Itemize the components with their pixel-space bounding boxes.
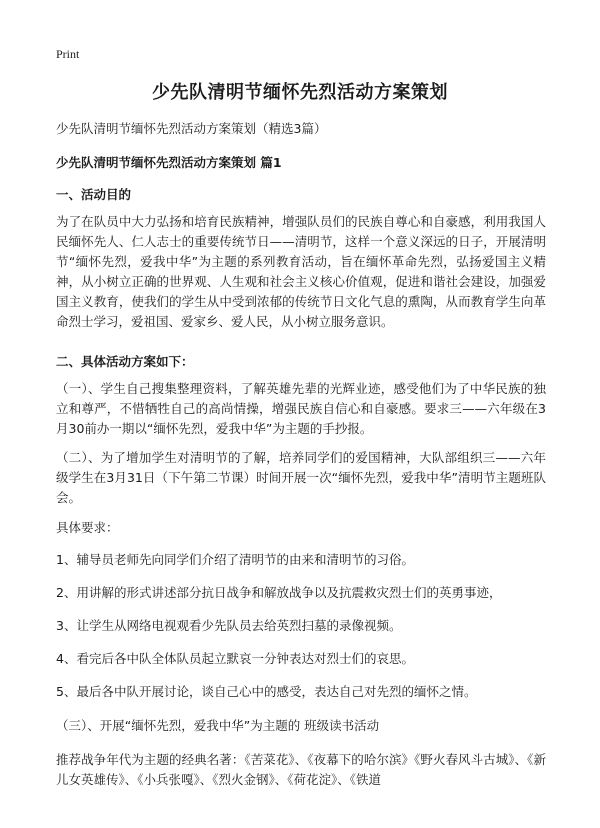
purpose-paragraph: 为了在队员中大力弘扬和培育民族精神，增强队员们的民族自尊心和自豪感，利用我国人民缅怀先人、仁人志士的重要传统节日——清明节，这样一个意义深远的日子，开展清明节“缅怀先烈，爱我中华”为主题的系列教育活动，旨在缅怀革命先烈，弘扬爱国主义精神，从小树立正确的世界观、人生观和社会主义核心价值观，促进和谐社会建设，加强爱国主义教育，使我们的学生从中受到浓郁的传统节日文化气息的熏陶，从而教育学生向革命烈士学习，爱祖国、爱家乡、爱人民，从小树立服务意识。 — [56, 214, 546, 329]
requirement-item: 3、让学生从网络电视观看少先队员去给英烈扫墓的录像视频。 — [56, 618, 402, 633]
plan-item-2: （二）、为了增加学生对清明节的了解，培养同学们的爱国精神，大队部组织三——六年级学生在3月31日（下午第二节课）时间开展一次“缅怀先烈，爱我中华”清明节主题班队会。 — [56, 450, 546, 505]
print-label[interactable]: Print — [56, 47, 80, 61]
section-heading-purpose: 一、活动目的 — [56, 187, 132, 202]
plan-item-1: （一）、学生自己搜集整理资料，了解英雄先辈的光辉业迹，感受他们为了中华民族的独立和尊严，不惜牺牲自己的高尚情操，增强民族自信心和自豪感。要求三——六年级在3月30前办一期以“缅怀先烈，爱我中华”为主题的手抄报。 — [56, 381, 546, 436]
page-title: 少先队清明节缅怀先烈活动方案策划 — [152, 82, 448, 103]
document-subtitle: 少先队清明节缅怀先烈活动方案策划（精选3篇） — [56, 121, 327, 136]
recommended-books-paragraph: 推荐战争年代为主题的经典名著：《苦菜花》、《夜幕下的哈尔滨》《野火春风斗古城》、《新儿女英雄传》、《小兵张嘎》、《烈火金钢》、《荷花淀》、《铁道 — [56, 752, 546, 787]
requirement-item: 4、看完后各中队全体队员起立默哀一分钟表达对烈士们的哀思。 — [56, 651, 414, 666]
requirement-item: 5、最后各中队开展讨论，谈自己心中的感受，表达自己对先烈的缅怀之情。 — [56, 684, 477, 699]
plan-item-3: （三）、开展“缅怀先烈，爱我中华”为主题的 班级读书活动 — [56, 718, 380, 733]
requirement-item: 1、辅导员老师先向同学们介绍了清明节的由来和清明节的习俗。 — [56, 552, 414, 567]
part-title: 少先队清明节缅怀先烈活动方案策划 篇1 — [56, 155, 282, 170]
section-heading-plan: 二、具体活动方案如下： — [56, 354, 194, 369]
requirements-label: 具体要求： — [56, 520, 119, 535]
requirement-item: 2、用讲解的形式讲述部分抗日战争和解放战争以及抗震救灾烈士们的英勇事迹， — [56, 585, 502, 600]
